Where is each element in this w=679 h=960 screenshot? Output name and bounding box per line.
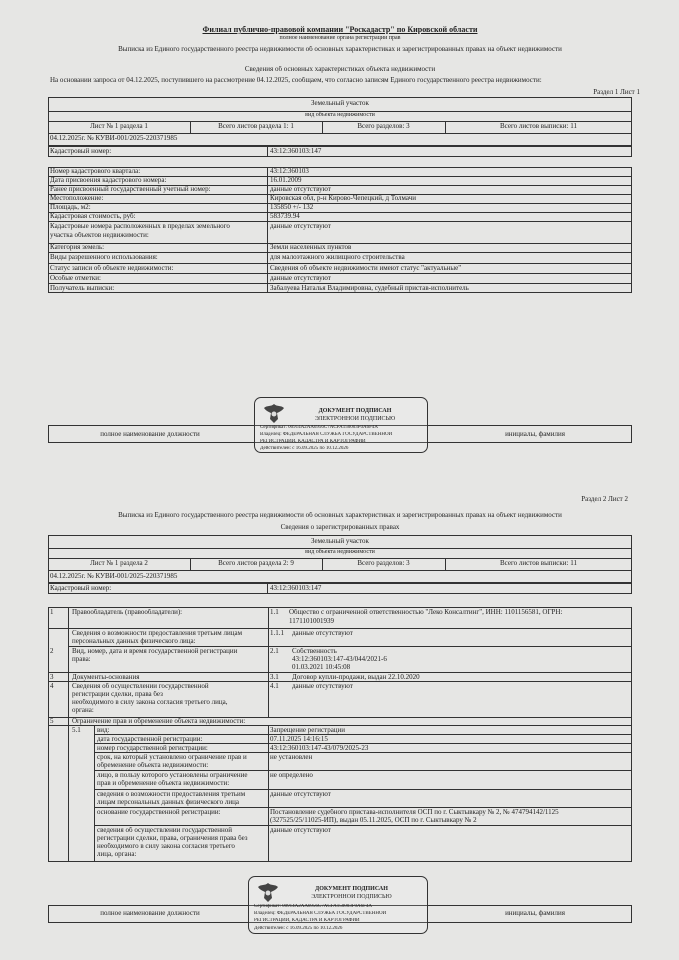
p2-row-subnumber: 1.1.1	[270, 630, 284, 637]
p2-row-key: Сведения об осуществлении государственной	[72, 683, 209, 690]
p2-row-subnumber: 2.1	[270, 648, 279, 655]
coat-of-arms-icon	[255, 880, 281, 904]
p1-row-key: Дата присвоения кадастрового номера:	[50, 177, 167, 184]
p1-doc-no: 04.12.2025г. № КУВИ-001/2025-220371985	[50, 135, 178, 142]
p1-object-type-caption: вид объекта недвижимости	[305, 112, 375, 118]
p2-sub-value: данные отсутствуют	[270, 791, 331, 798]
p2-sub-key-line4: лица, органа:	[97, 851, 137, 858]
p1-total-sections: Всего разделов: 3	[357, 123, 410, 130]
p2-e-signature-stamp	[248, 876, 428, 934]
p1-row-value: 16.01.2009	[270, 177, 302, 184]
p1-position-caption: полное наименование должности	[100, 431, 200, 438]
p2-row-number: 5	[50, 718, 54, 725]
p2-row-value: Договор купли-продажи, выдан 22.10.2020	[292, 674, 420, 681]
p2-row-number: 2	[50, 648, 54, 655]
stamp-line-2: ЭЛЕКТРОННОЙ ПОДПИСЬЮ	[314, 416, 396, 422]
p2-doc-no: 04.12.2025г. № КУВИ-001/2025-220371985	[50, 573, 178, 580]
p2-sub-key-line2: регистрации сделки, права, ограничения права без	[97, 835, 248, 842]
p1-row-value: Забалуева Наталья Владимировна, судебный пристав-исполнитель	[270, 285, 469, 292]
p2-sub-value: Запрещение регистрации	[270, 727, 346, 734]
p1-row-key: Номер кадастрового квартала:	[50, 168, 141, 175]
p1-row-value: данные отсутствуют	[270, 186, 331, 193]
p1-title: Выписка из Единого государственного реестра недвижимости об основных характеристиках и зарегистрированных правах на объект недвижимости	[118, 46, 562, 53]
p2-cad-value: 43:12:360103:147	[270, 585, 322, 592]
stamp-owner: Владелец: ФЕДЕРАЛЬНАЯ СЛУЖБА ГОСУДАРСТВЕННОЙ	[254, 911, 387, 916]
p1-row-value: Земли населенных пунктов	[270, 244, 352, 251]
p2-sub-value: 43:12:360103:147-43/079/2025-23	[270, 745, 369, 752]
p2-row-key-line2: персональных данных физического лица:	[72, 638, 196, 645]
p2-sub-value: Постановление судебного пристава-исполнителя ОСП по г. Сыктывкару № 2, № 474794142/1125	[270, 809, 559, 816]
p1-row-value: для малоэтажного жилищного строительства	[270, 254, 405, 261]
p1-row-key: Кадастровая стоимость, руб:	[50, 213, 136, 220]
p2-sub-key-line3: необходимого в силу закона согласия третьего	[97, 843, 235, 850]
coat-of-arms-icon	[261, 401, 287, 425]
p2-title: Выписка из Единого государственного реестра недвижимости об основных характеристиках и зарегистрированных правах на объект недвижимости	[118, 512, 562, 519]
p1-row-value: данные отсутствуют	[270, 275, 331, 282]
p1-row-value: 43:12:360103	[270, 168, 309, 175]
p2-sub-value: не установлен	[270, 754, 313, 761]
p2-row-key: Сведения о возможности предоставления третьим лицам	[72, 630, 243, 637]
stamp-validity: Действителен: с 16.09.2025 по 10.12.2026	[260, 446, 349, 451]
p2-object-type: Земельный участок	[311, 538, 369, 545]
p1-row-key: Категория земель:	[50, 244, 105, 251]
p2-row-value-line2: 43:12:360103:147-43/044/2021-6	[292, 656, 387, 663]
p2-object-type-caption: вид объекта недвижимости	[305, 549, 375, 555]
p1-row-key: Особые отметки:	[50, 275, 101, 282]
p1-row-key: Получатель выписки:	[50, 285, 115, 292]
stamp-owner: Владелец: ФЕДЕРАЛЬНАЯ СЛУЖБА ГОСУДАРСТВЕННОЙ	[260, 432, 393, 437]
p2-row-value-line2: 1171101001939	[289, 618, 334, 625]
p1-row-value: 583739.94	[270, 213, 300, 220]
p1-row-key: Местоположение:	[50, 195, 104, 202]
p2-row-number: 4	[50, 683, 54, 690]
p2-row-key: Вид, номер, дата и время государственной регистрации	[72, 648, 238, 655]
p2-row-key-line3: необходимого в силу закона согласия третьего лица,	[72, 699, 228, 706]
p1-total-sheets: Всего листов выписки: 11	[500, 123, 577, 130]
p2-row-value: данные отсутствуют	[292, 630, 353, 637]
p2-sub-key: номер государственной регистрации:	[97, 745, 208, 752]
p2-sub-key: основание государственной регистрации:	[97, 809, 221, 816]
p2-row-key: Документы-основания	[72, 674, 140, 681]
p2-subtitle: Сведения о зарегистрированных правах	[280, 524, 400, 531]
p2-sub-key-line2: лицам персональных данных физического лица	[97, 799, 239, 806]
stamp-owner-line2: РЕГИСТРАЦИИ, КАДАСТРА И КАРТОГРАФИИ	[260, 439, 366, 444]
p2-row-subnumber: 1.1	[270, 609, 279, 616]
p1-row-key: Кадастровые номера расположенных в пределах земельного	[50, 223, 230, 230]
p1-row-key: Статус записи об объекте недвижимости:	[50, 265, 174, 272]
p2-row-subnumber: 4.1	[270, 683, 279, 690]
p2-section-label: Раздел 2 Лист 2	[581, 496, 628, 503]
p2-row-key-line4: органа:	[72, 707, 94, 714]
p1-sheet-no: Лист № 1 раздела 1	[90, 123, 148, 130]
p1-basis: На основании запроса от 04.12.2025, поступившего на рассмотрение 04.12.2025, сообщаем, что согласно записям Единого государственного реестра недвижимости:	[50, 77, 542, 84]
p2-total-sheets-section: Всего листов раздела 2: 9	[218, 560, 294, 567]
stamp-owner-line2: РЕГИСТРАЦИИ, КАДАСТРА И КАРТОГРАФИИ	[254, 918, 360, 923]
p2-sub-value: данные отсутствуют	[270, 827, 331, 834]
p2-row-key-line2: регистрации сделки, права без	[72, 691, 163, 698]
p1-row-value: Кировская обл, р-н Кирово-Чепецкий, д Толмачи	[270, 195, 416, 202]
p2-sub-value: 07.11.2025 14:16:15	[270, 736, 328, 743]
p1-row-key: Виды разрешенного использования:	[50, 254, 158, 261]
p1-row-key-line2: участка объектов недвижимости:	[50, 232, 149, 239]
p1-row-key: Площадь, м2:	[50, 204, 91, 211]
p2-sub-key: дата государственной регистрации:	[97, 736, 203, 743]
p2-row-number: 1	[50, 609, 54, 616]
p2-position-caption: полное наименование должности	[100, 910, 200, 917]
p2-row-value-line3: 01.03.2021 10:45:08	[292, 664, 351, 671]
p2-row-subnumber: 3.1	[270, 674, 279, 681]
p2-cad-label: Кадастровый номер:	[50, 585, 112, 592]
p2-row-key-line2: права:	[72, 656, 91, 663]
p1-row-key: Ранее присвоенный государственный учетный номер:	[50, 186, 211, 193]
stamp-line-1: ДОКУМЕНТ ПОДПИСАН	[318, 408, 392, 414]
p1-section-label: Раздел 1 Лист 1	[593, 89, 640, 96]
p2-row-value: Собственность	[292, 648, 337, 655]
p2-row-number: 3	[50, 674, 54, 681]
org-name: Филиал публично-правовой компании "Роскадастр" по Кировской области	[202, 26, 478, 34]
stamp-certificate: Сертификат: 00914A2AA6956C7ACFA150003F0A6F4A	[254, 904, 373, 909]
p1-row-value: данные отсутствуют	[270, 223, 331, 230]
p2-sub-key-line2: прав и обременение объекта недвижимости:	[97, 780, 230, 787]
p2-total-sheets: Всего листов выписки: 11	[500, 560, 577, 567]
p2-row-subnumber: 5.1	[72, 727, 81, 734]
stamp-line-1: ДОКУМЕНТ ПОДПИСАН	[315, 886, 388, 892]
p1-name-caption: инициалы, фамилия	[505, 431, 565, 438]
p2-row-key: Ограничение прав и обременение объекта недвижимости:	[72, 718, 246, 725]
stamp-certificate: Сертификат: 00914A2AA6956C7ACFA150003F0A6F4A	[260, 425, 379, 430]
p1-e-signature-stamp	[254, 397, 428, 453]
p2-sheet-no: Лист № 1 раздела 2	[90, 560, 148, 567]
p2-row-value: Общество с ограниченной ответственностью "Леко Консалтинг", ИНН: 1101156581, ОГРН:	[289, 609, 563, 616]
p1-cad-label: Кадастровый номер:	[50, 148, 112, 155]
p2-name-caption: инициалы, фамилия	[505, 910, 565, 917]
p2-row-key: Правообладатель (правообладатели):	[72, 609, 183, 616]
p1-row-value: Сведения об объекте недвижимости имеют статус "актуальные"	[270, 265, 462, 272]
p1-total-sheets-section: Всего листов раздела 1: 1	[218, 123, 294, 130]
p1-subtitle: Сведения об основных характеристиках объекта недвижимости	[244, 66, 436, 73]
p1-cad-value: 43:12:360103:147	[270, 148, 322, 155]
p2-sub-key-line2: обременение объекта недвижимости:	[97, 762, 209, 769]
p2-sub-value-line2: (327525/25/11025-ИП), выдан 05.11.2025, ОСП по г. Сыктывкару № 2	[270, 817, 477, 824]
p2-total-sections: Всего разделов: 3	[357, 560, 410, 567]
p2-sub-key: вид:	[97, 727, 110, 734]
p2-sub-value: не определено	[270, 772, 313, 779]
p1-object-type: Земельный участок	[311, 100, 369, 107]
p2-row-value: данные отсутствуют	[292, 683, 353, 690]
stamp-validity: Действителен: с 16.09.2025 по 10.12.2026	[254, 926, 343, 931]
p2-sub-key: лицо, в пользу которого установлены ограничение	[97, 772, 248, 779]
org-caption: полное наименование органа регистрации прав	[279, 35, 401, 41]
p2-sub-key: сведения об осуществлении государственной	[97, 827, 233, 834]
p2-sub-key: сведения о возможности предоставления третьим	[97, 791, 246, 798]
p1-row-value: 135850 +/- 132	[270, 204, 314, 211]
p2-sub-key: срок, на который установлено ограничение прав и	[97, 754, 247, 761]
stamp-line-2: ЭЛЕКТРОННОЙ ПОДПИСЬЮ	[311, 894, 392, 900]
